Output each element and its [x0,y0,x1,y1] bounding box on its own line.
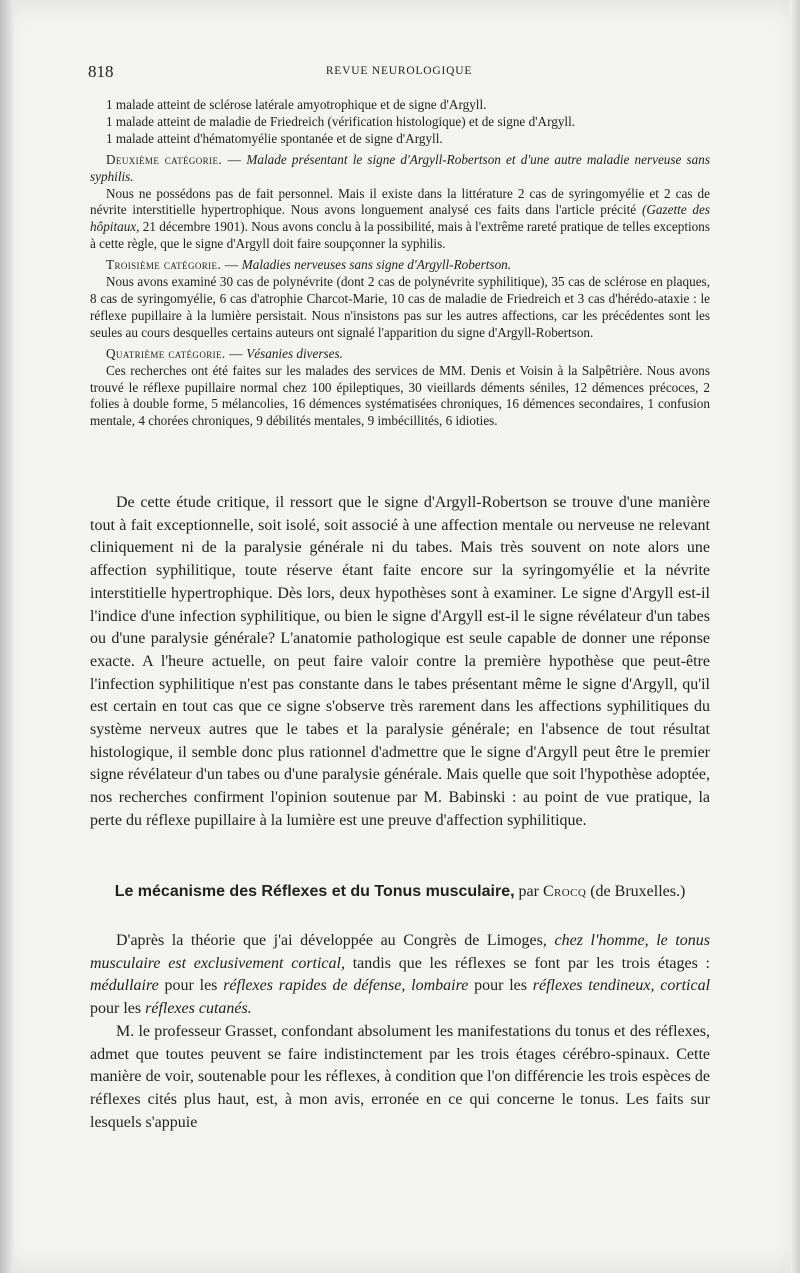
category-3-text: Nous avons examiné 30 cas de polynévrite (dont 2 cas de polynévrite syphilitique), 35 cas de sclérose en plaques, 8 cas de syringomyélie, 6 cas d'atrophie Charcot-Marie, 10 cas de maladie de Friedreich et 3 cas d'hérédo-ataxie : le réflexe pupillaire à la lumière persistait. Nous n'insistons pas sur les autres affections, car les précédentes sont les seules au cours desquelles certains auteurs ont signalé l'apparition du signe d'Argyll-Robertson. [90,274,710,340]
paragraph-text: Nous ne possédons pas de fait personnel. Mais il existe dans la littérature 2 cas de syringomyélie et 2 cas de névrite interstitielle hypertrophique. Nous avons longuement analysé ces faits dans l'article précité [90,185,710,218]
category-label: Deuxième catégorie. — [106,151,242,167]
case-line: 1 malade atteint de maladie de Friedreich (vérification histologique) et de signe d'Argyll. [106,113,576,129]
category-3-heading [90,257,710,274]
category-2-text [90,186,710,254]
category-label: Troisième catégorie. — [106,257,239,273]
section-author: Crocq [542,883,587,900]
page-number: 818 [88,62,114,81]
emphasis: réflexes cutanés. [145,1000,252,1018]
article-paragraph: M. le professeur Grasset, confondant absolument les manifestations du tonus et des réflexes, admet que toutes peuvent se faire indistinctement par les trois étages cérébro-spinaux. Cette manière de voir, soutenable pour les réflexes, à condition que l'on différencie les trois espèces de réflexes cités plus haut, est, à mon avis, erronée en ce qui concerne le tonus. Les faits sur lesquels s'appuie [90,1022,710,1131]
paragraph-text: pour les [90,1000,142,1018]
journal-title: REVUE NEUROLOGIQUE [325,65,473,77]
paragraph-text: pour les [474,977,527,995]
case-line: 1 malade atteint de sclérose latérale amyotrophique et de signe d'Argyll. [106,97,487,112]
category-title: Malade présentant le signe d'Argyll-Robertson et d'une autre maladie nerveuse sans syphilis. [90,151,710,184]
page-edge-shadow [0,0,14,1273]
emphasis: réflexes rapides de défense, lombaire [223,977,469,995]
running-header [88,62,710,84]
emphasis: chez l'homme, le tonus musculaire est exclusivement cortical, [90,932,711,972]
paragraph-text: pour les [164,977,218,995]
section-title: Le mécanisme des Réflexes et du Tonus musculaire, [114,883,515,900]
category-title: Maladies nerveuses sans signe d'Argyll-Robertson. [241,257,512,273]
section-heading [90,881,710,903]
page-edge-shadow [790,0,800,1273]
category-label: Quatrième catégorie. — [106,345,243,361]
conclusion-block [90,492,710,833]
article-paragraph [90,930,710,1021]
paragraph-text: tandis que les réflexes se font par les trois étages : [352,954,710,972]
emphasis: réflexes tendineux, cortical [532,977,711,995]
case-line: 1 malade atteint d'hématomyélie spontanée et de signe d'Argyll. [106,130,443,146]
citation: (Gazette des hôpitaux, [90,202,710,235]
section-affiliation: (de Bruxelles.) [590,883,686,900]
conclusion-paragraph: De cette étude critique, il ressort que le signe d'Argyll-Robertson se trouve d'une manière tout à fait exceptionnelle, soit isolé, soit associé à une affection mentale ou nerveuse ne relevant cliniquement ni de la paralysie générale ni du tabes. Mais très souvent on note alors une affection syphilitique, toute réserve étant faite encore sur la syringomyélie et la névrite interstitielle hypertrophique. Dès lors, deux hypothèses sont à examiner. Le signe d'Argyll est-il l'indice d'une infection syphilitique, ou bien le signe d'Argyll est-il le signe révélateur d'un tabes ou d'une paralysie générale? L'anatomie pathologique est seule capable de donner une réponse exacte. A l'heure actuelle, on peut faire valoir contre la première hypothèse que peut-être l'infection syphilitique n'est pas constante dans le tabes présentant même le signe d'Argyll, qu'il est certain en tout cas que ce signe s'observe très rarement dans les affections syphilitiques du système nerveux autres que le tabes et la paralysie générale; en l'absence de tout résultat histologique, il semble donc plus rationnel d'admettre que le signe d'Argyll peut être le premier signe révélateur d'un tabes ou d'une paralysie générale. Mais quelle que soit l'hypothèse adoptée, nos recherches confirment l'opinion soutenue par M. Babinski : au point de vue pratique, la perte du réflexe pupillaire à la lumière est une preuve d'affection syphilitique. [90,494,710,829]
case-list-block [90,97,710,430]
emphasis: médullaire [90,977,159,995]
paragraph-text: 21 décembre 1901). Nous avons conclu à la possibilité, mais à l'extrême rareté pratique de telles exceptions à cette règle, que le signe d'Argyll doit faire soupçonner la syphilis. [90,219,710,252]
category-2-heading [90,152,710,186]
paragraph-text: D'après la théorie que j'ai développée au Congrès de Limoges, [116,932,547,949]
section-by: par [518,883,539,900]
category-title: Vésanies diverses. [246,345,343,361]
article-body [90,930,710,1134]
category-4-text: Ces recherches ont été faites sur les malades des services de MM. Denis et Voisin à la Salpêtrière. Nous avons trouvé le réflexe pupillaire normal chez 100 épileptiques, 30 vieillards déments séniles, 12 démences précoces, 2 folies à double forme, 5 mélancolies, 16 démences systématisées chroniques, 16 démences secondaires, 1 confusion mentale, 4 chorées chroniques, 9 débilités mentales, 9 imbécillités, 6 idioties. [90,362,710,429]
category-4-heading [90,346,710,363]
